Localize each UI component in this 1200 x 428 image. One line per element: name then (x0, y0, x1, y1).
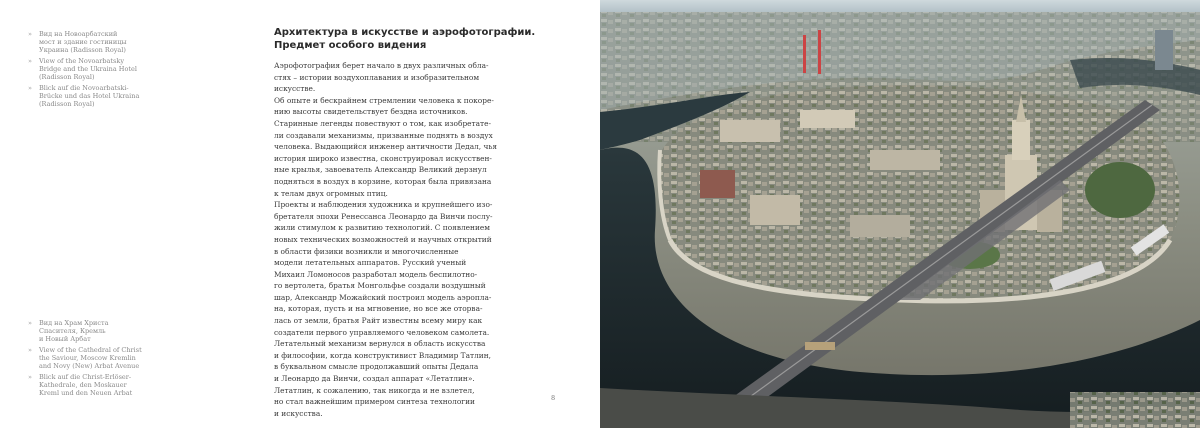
paragraph: Проекты и наблюдения художника и крупнейшего изо- бретателя эпохи Ренессанса Леонардо да Винчи послу- жили стимулом к развитию технологий. С появлением новых технических возможностей и научных открытий в области физики возникли и многочисленные модели летательных аппаратов. Русский ученый Михаил Ломоносов разработал модель беспилотно- го вертолета, братья Монгольфье создали воздушный шар, Александр Можайский построил модель аэропла- на, которая, пусть и на мгновение, но все же оторва- лась от земли, братья Райт известны всему миру как создатели первого управляемого человеком самолета. (274, 200, 493, 337)
paragraph: Летательный механизм вернулся в область искусства и философии, когда конструктивист Владимир Татлин, в буквальном смысле продолжавший опыты Дедала и Леонардо да Винчи, создал аппарат «Летатлин». Летатлин, к сожалению, так никогда и не взлетел, но стал важнейшим примером синтеза технологии и искусства. (274, 339, 491, 418)
photo-caption-top (28, 30, 146, 111)
photo-caption-bottom (28, 319, 146, 400)
caption-en: » View of the Cathedral of Christ the Saviour, Moscow Kremlin and Novy (New) Arbat Avenue (28, 346, 142, 370)
caption-ru: » Вид на Храм Христа Спасителя, Кремль и Новый Арбат (28, 319, 109, 343)
caption-arrow-icon: » (28, 319, 32, 327)
caption-en: » View of the Novoarbatsky Bridge and the Ukraina Hotel (Radisson Royal) (28, 57, 137, 81)
heading-line-2: Предмет особого видения (274, 39, 427, 51)
caption-ru: » Вид на Новоарбатский мост и здание гостиницы Украина (Radisson Royal) (28, 30, 127, 54)
heading-line-1: Архитектура в искусстве и аэрофотографии. (274, 27, 536, 38)
paragraph: Об опыте и бескрайнем стремлении человека к покоре- нию высоты свидетельствует бездна источников. Старинные легенды повествуют о том, как изобретате- ли создавали механизмы, призванные поднять в воздух человека. Выдающийся инженер античности Дедал, чья история широко известна, сконструировал искусствен- ные крылья, завоеватель Александр Великий дерзнул подняться в воздух в корзине, которая была привязана к телам двух огромных птиц. (274, 95, 498, 198)
caption-arrow-icon: » (28, 57, 32, 65)
body-text (274, 60, 514, 419)
paragraph: Аэрофотография берет начало в двух различных обла- стях – истории воздухоплавания и изобразительном искусстве. (274, 61, 489, 94)
caption-arrow-icon: » (28, 373, 32, 381)
caption-de: » Blick auf die Novoarbatski- Brücke und das Hotel Ukraina (Radisson Royal) (28, 84, 140, 108)
page-number: 8 (551, 394, 556, 402)
chapter-heading (274, 27, 574, 52)
caption-de: » Blick auf die Christ-Erlöser- Kathedrale, den Moskauer Kreml und den Neuen Arbat (28, 373, 133, 397)
caption-arrow-icon: » (28, 30, 32, 38)
aerial-photo (600, 0, 1200, 428)
caption-arrow-icon: » (28, 346, 32, 354)
caption-arrow-icon: » (28, 84, 32, 92)
